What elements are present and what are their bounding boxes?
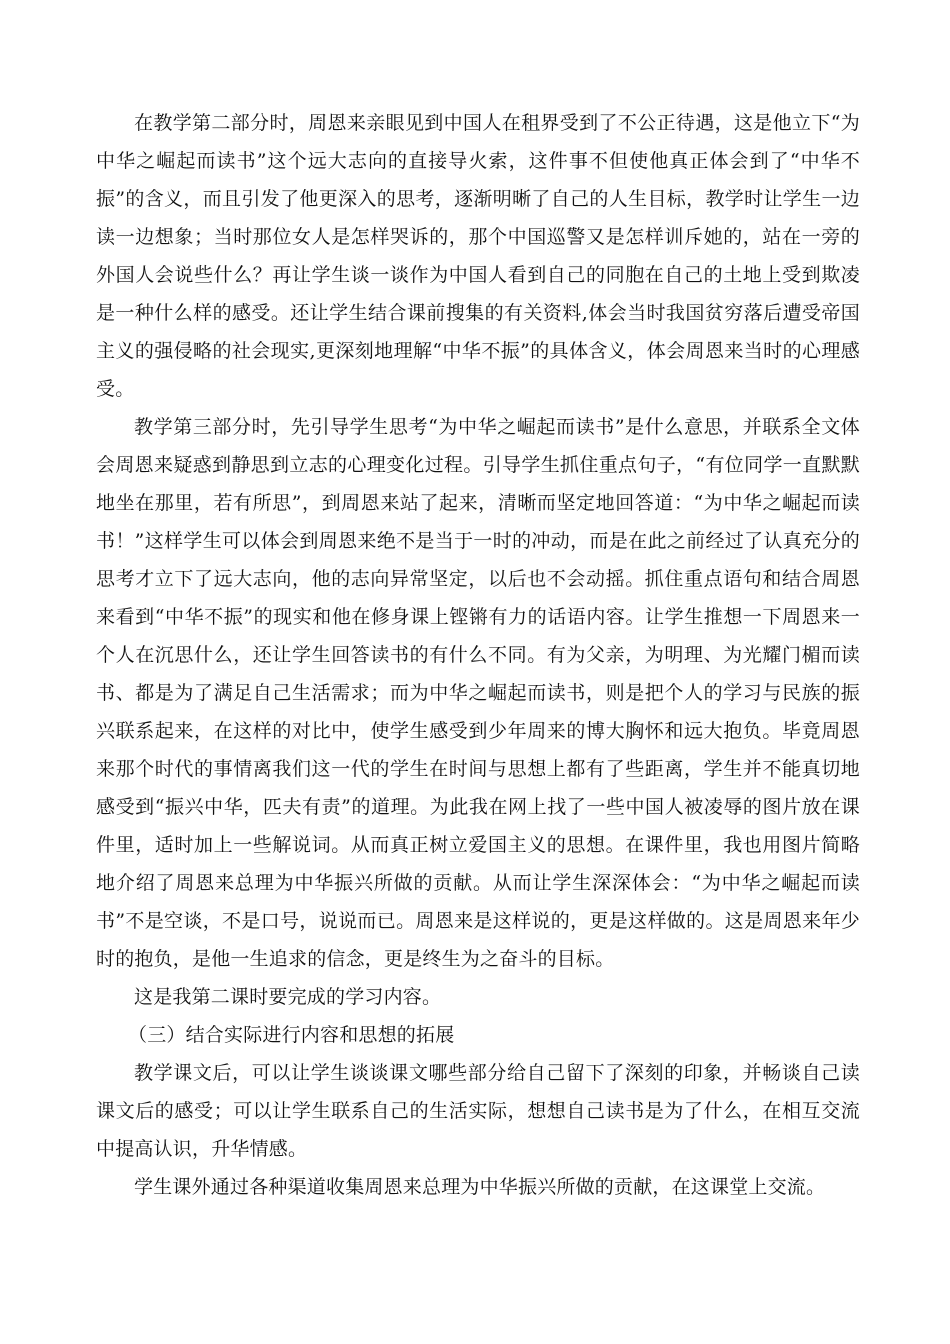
document-body: [96, 104, 860, 1206]
section-heading-extension: （三）结合实际进行内容和思想的拓展: [128, 1024, 455, 1046]
paragraph-student-research: 学生课外通过各种渠道收集周恩来总理为中华振兴所做的贡献，在这课堂上交流。: [134, 1176, 826, 1198]
paragraph-student-discussion: 教学课文后，可以让学生谈谈课文哪些部分给自己留下了深刻的印象，并畅谈自己读课文后的感受；可以让学生联系自己的生活实际，想想自己读书是为了什么，在相互交流中提高认识，升华情感。: [96, 1062, 860, 1160]
paragraph-second-lesson-summary: 这是我第二课时要完成的学习内容。: [134, 986, 442, 1008]
paragraph-teaching-part-three: 教学第三部分时，先引导学生思考“为中华之崛起而读书”是什么意思，并联系全文体会周恩来疑惑到静思到立志的心理变化过程。引导学生抓住重点句子，“有位同学一直默默地坐在那里，若有所思”，到周恩来站了起来，清晰而坚定地回答道：“为中华之崛起而读书！”这样学生可以体会到周恩来绝不是当于一时的冲动，而是在此之前经过了认真充分的思考才立下了远大志向，他的志向异常坚定，以后也不会动摇。抓住重点语句和结合周恩来看到“中华不振”的现实和他在修身课上铿锵有力的话语内容。让学生推想一下周恩来一个人在沉思什么，还让学生回答读书的有什么不同。有为父亲，为明理、为光耀门楣而读书、都是为了满足自己生活需求；而为中华之崛起而读书，则是把个人的学习与民族的振兴联系起来，在这样的对比中，使学生感受到少年周来的博大胸怀和远大抱负。毕竟周恩来那个时代的事情离我们这一代的学生在时间与思想上都有了些距离，学生并不能真切地感受到“振兴中华，匹夫有责”的道理。为此我在网上找了一些中国人被凌辱的图片放在课件里，适时加上一些解说词。从而真正树立爱国主义的思想。在课件里，我也用图片简略地介绍了周恩来总理为中华振兴所做的贡献。从而让学生深深体会：“为中华之崛起而读书”不是空谈，不是口号，说说而已。周恩来是这样说的，更是这样做的。这是周恩来年少时的抱负，是他一生追求的信念，更是终生为之奋斗的目标。: [96, 416, 860, 970]
paragraph-teaching-part-two: 在教学第二部分时，周恩来亲眼见到中国人在租界受到了不公正待遇，这是他立下“为中华之崛起而读书”这个远大志向的直接导火索，这件事不但使他真正体会到了“中华不振”的含义，而且引发了他更深入的思考，逐渐明晰了自己的人生目标，教学时让学生一边读一边想象；当时那位女人是怎样哭诉的，那个中国巡警又是怎样训斥她的，站在一旁的外国人会说些什么？再让学生谈一谈作为中国人看到自己的同胞在自己的土地上受到欺凌是一种什么样的感受。还让学生结合课前搜集的有关资料,体会当时我国贫穷落后遭受帝国主义的强侵略的社会现实,更深刻地理解“中华不振”的具体含义，体会周恩来当时的心理感受。: [96, 112, 860, 400]
